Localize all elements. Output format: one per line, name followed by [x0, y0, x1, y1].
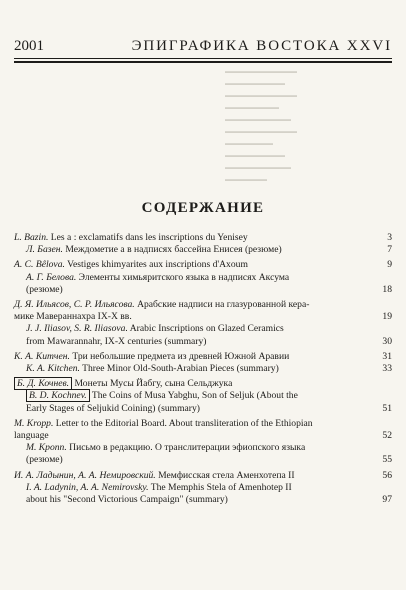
header-journal-title: ЭПИГРАФИКА ВОСТОКА XXVI — [131, 38, 392, 54]
toc-article-title: Three Minor Old-South-Arabian Pieces (summary) — [79, 363, 279, 375]
toc-article-title: Мемфисская стела Аменхотепа II — [155, 469, 295, 481]
toc-summary-line — [14, 363, 392, 375]
toc-page-number: 33 — [382, 363, 392, 375]
toc-author: L. Bazin. — [14, 232, 49, 243]
toc-summary-line — [14, 390, 392, 402]
toc-page-number: 7 — [387, 244, 392, 256]
toc-article-line — [14, 259, 392, 271]
toc-author: Д. Я. Ильясов, С. Р. Ильясова. — [14, 299, 135, 311]
toc-article-line — [14, 418, 392, 430]
toc-article-line — [14, 311, 392, 323]
toc-summary-line — [14, 442, 392, 454]
toc-article-title: about his "Second Victorious Campaign" (summary) — [26, 494, 228, 506]
toc-article-title: from Mawarannahr, IX-X centuries (summary) — [26, 335, 207, 347]
toc-author: I. A. Ladynin, A. A. Nemirovsky. — [26, 481, 149, 493]
toc-page-number: 3 — [387, 232, 392, 243]
table-of-contents — [14, 232, 392, 506]
toc-article-title: Vestiges khimyarites aux inscriptions d'Axoum — [64, 259, 248, 271]
toc-article-title: Арабские надписи на глазурованной кера- — [134, 299, 310, 311]
toc-page-number: 55 — [382, 454, 392, 466]
toc-page-number: 19 — [382, 311, 392, 323]
toc-article-title: мике Мавераннахра IX-X вв. — [14, 311, 132, 323]
toc-article-title: Les a : exclamatifs dans les inscriptions du Yenisey — [48, 232, 248, 243]
toc-page-number: 56 — [382, 469, 392, 481]
toc-summary-line — [14, 494, 392, 506]
toc-page-number: 31 — [382, 350, 392, 362]
toc-page-number: 97 — [382, 494, 392, 506]
toc-page-number: 9 — [387, 259, 392, 271]
toc-entry — [14, 351, 392, 375]
toc-article-title: Элементы химьяритского языка в надписях Аксума — [76, 271, 290, 283]
toc-article-title: Letter to the Editorial Board. About transliteration of the Ethiopian — [53, 417, 313, 429]
toc-page-number: 30 — [382, 335, 392, 347]
header-rule-thick — [14, 61, 392, 63]
toc-page-number: 18 — [382, 283, 392, 295]
toc-author: A. C. Bêlova. — [14, 259, 65, 271]
toc-author: Б. Д. Кочнев. — [14, 377, 72, 390]
header-rule-thin — [14, 58, 392, 59]
running-header — [14, 38, 392, 55]
toc-summary-line — [14, 272, 392, 284]
toc-entry — [14, 259, 392, 296]
toc-entry — [14, 299, 392, 348]
toc-entry — [14, 378, 392, 415]
toc-page-number: 52 — [382, 430, 392, 442]
toc-summary-line — [14, 323, 392, 335]
toc-entry — [14, 232, 392, 256]
toc-article-title: Arabic Inscriptions on Glazed Ceramics — [127, 323, 284, 335]
toc-article-title: Монеты Мусы Йабгу, сына Сельджука — [72, 378, 233, 390]
toc-article-line — [14, 430, 392, 442]
toc-article-title: Письмо в редакцию. О транслитерации эфиопского языка — [66, 442, 306, 454]
toc-entry — [14, 418, 392, 467]
toc-article-line — [14, 299, 392, 311]
toc-article-title: Early Stages of Seljukid Coining) (summary) — [26, 402, 200, 414]
toc-page-number: 51 — [382, 402, 392, 414]
page-title: СОДЕРЖАНИЕ — [141, 200, 265, 216]
toc-article-line — [14, 470, 392, 482]
toc-author: M. Kropp. — [14, 417, 54, 429]
toc-entry — [14, 470, 392, 507]
toc-author: J. J. Iliasov, S. R. Iliasova. — [26, 323, 128, 335]
toc-author: K. A. Kitchen. — [26, 363, 80, 375]
toc-author: Л. Базен. — [26, 244, 63, 256]
toc-article-title: The Coins of Musa Yabghu, Son of Seljuk (About the — [89, 390, 298, 402]
toc-author: B. D. Kochnev. — [26, 389, 90, 402]
show-through-texture: ▬▬▬▬▬▬▬▬▬▬▬▬ ▬▬▬▬▬▬▬▬▬▬ ▬▬▬▬▬▬▬▬▬▬▬▬ ▬▬▬▬▬▬▬▬▬ ▬▬▬▬▬▬▬▬▬▬▬ ▬▬▬▬▬▬▬▬▬▬▬▬ ▬▬▬▬▬▬▬▬ ▬▬▬▬▬▬▬▬▬▬ ▬▬▬▬▬▬▬▬▬▬▬ ▬▬▬▬▬▬▬ — [225, 69, 297, 183]
toc-summary-line — [14, 403, 392, 415]
toc-author: М. Кропп. — [26, 442, 67, 454]
toc-article-title: Три небольшие предмета из древней Южной Аравии — [69, 350, 290, 362]
toc-article-line — [14, 232, 392, 244]
header-year: 2001 — [14, 38, 44, 54]
toc-article-line — [14, 351, 392, 363]
toc-summary-line — [14, 482, 392, 494]
toc-summary-line — [14, 284, 392, 296]
toc-article-title: Междометие a в надписях бассейна Енисея (резюме) — [62, 244, 282, 256]
toc-author: К. А. Китчен. — [14, 350, 70, 362]
toc-article-title: (резюме) — [26, 454, 63, 466]
toc-summary-line — [14, 454, 392, 466]
toc-summary-line — [14, 244, 392, 256]
toc-article-title: The Memphis Stela of Amenhotep II — [148, 481, 292, 493]
toc-summary-line — [14, 336, 392, 348]
toc-article-title: (резюме) — [26, 283, 63, 295]
toc-article-title: language — [14, 430, 49, 442]
toc-author: И. А. Ладынин, А. А. Немировский. — [14, 469, 156, 481]
toc-author: А. Г. Белова. — [26, 271, 77, 283]
